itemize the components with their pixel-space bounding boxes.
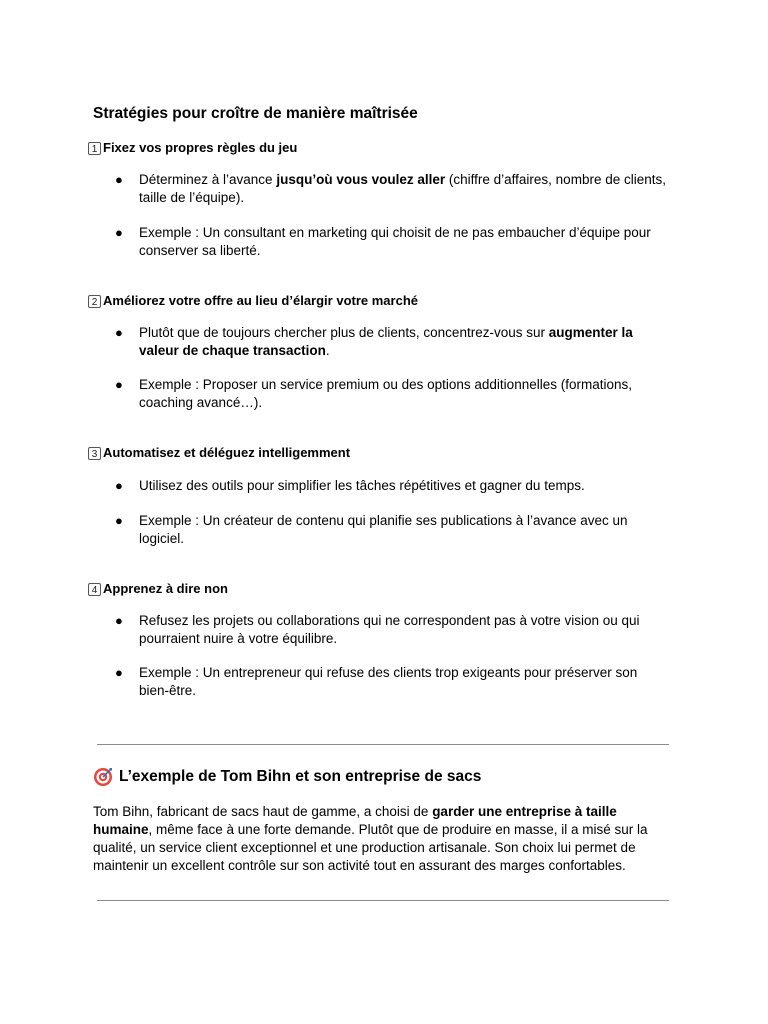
bullet-text-bold: jusqu’où vous voulez aller bbox=[276, 172, 446, 187]
bullet-text-part: Exemple : Un consultant en marketing qui choisit de ne pas embaucher d’équipe pour conserver sa liberté. bbox=[139, 225, 651, 258]
bullet-text bbox=[139, 612, 669, 648]
target-icon bbox=[93, 767, 113, 787]
bullet-icon: ● bbox=[115, 665, 123, 680]
bullet-text-part: Exemple : Un entrepreneur qui refuse des clients trop exigeants pour préserver son bien-être. bbox=[139, 665, 638, 698]
bullet-icon: ● bbox=[115, 172, 123, 187]
paragraph-text-part: , même face à une forte demande. Plutôt que de produire en masse, il a misé sur la qualité, un service client exceptionnel et une production artisanale. Son choix lui permet de maintenir un excellent contrôle sur son activité tout en assurant des marges confortables. bbox=[93, 822, 648, 873]
bullet-icon: ● bbox=[115, 225, 123, 240]
horizontal-rule bbox=[97, 900, 669, 901]
bullet-text bbox=[139, 477, 669, 495]
strategies-heading: Stratégies pour croître de manière maîtrisée bbox=[93, 105, 418, 122]
bullet-text-bold: augmenter la valeur de chaque transaction bbox=[139, 325, 633, 358]
section-3-title bbox=[88, 444, 350, 462]
bullet-text-part: Déterminez à l’avance bbox=[139, 172, 277, 187]
keycap-3-icon: 3 bbox=[88, 447, 101, 460]
horizontal-rule bbox=[97, 744, 669, 745]
bullet-text bbox=[139, 171, 669, 207]
example-heading-text: L’exemple de Tom Bihn et son entreprise de sacs bbox=[119, 768, 482, 785]
bullet-text-part: Refusez les projets ou collaborations qui ne correspondent pas à votre vision ou qui pourraient nuire à votre équilibre. bbox=[139, 613, 640, 646]
section-title-text: Améliorez votre offre au lieu d’élargir votre marché bbox=[103, 293, 418, 308]
keycap-1-icon: 1 bbox=[88, 142, 101, 155]
bullet-text bbox=[139, 512, 669, 548]
bullet-text-part: . bbox=[325, 343, 330, 358]
paragraph-text-part: Tom Bihn, fabricant de sacs haut de gamme, a choisi de bbox=[93, 804, 433, 819]
section-4-title bbox=[88, 580, 228, 598]
bullet-text-part: Exemple : Proposer un service premium ou des options additionnelles (formations, coaching avancé…). bbox=[139, 377, 632, 410]
bullet-text bbox=[139, 224, 669, 260]
bullet-icon: ● bbox=[115, 325, 123, 340]
bullet-icon: ● bbox=[115, 613, 123, 628]
bullet-text bbox=[139, 376, 669, 412]
bullet-text-part: Exemple : Un créateur de contenu qui planifie ses publications à l’avance avec un logiciel. bbox=[139, 513, 628, 546]
keycap-2-icon: 2 bbox=[88, 295, 101, 308]
example-paragraph bbox=[93, 803, 678, 875]
bullet-icon: ● bbox=[115, 513, 123, 528]
section-1-title bbox=[88, 139, 297, 157]
section-title-text: Automatisez et déléguez intelligemment bbox=[103, 445, 351, 460]
keycap-4-icon: 4 bbox=[88, 583, 101, 596]
bullet-text-part: Plutôt que de toujours chercher plus de clients, concentrez-vous sur bbox=[139, 325, 549, 340]
bullet-text-part: Utilisez des outils pour simplifier les tâches répétitives et gagner du temps. bbox=[139, 478, 585, 493]
bullet-text bbox=[139, 664, 669, 700]
bullet-icon: ● bbox=[115, 377, 123, 392]
section-title-text: Apprenez à dire non bbox=[103, 581, 228, 596]
section-title-text: Fixez vos propres règles du jeu bbox=[103, 140, 298, 155]
section-2-title bbox=[88, 292, 418, 310]
paragraph-text-bold: garder une entreprise à taille humaine bbox=[93, 804, 617, 837]
bullet-text-part: (chiffre d’affaires, nombre de clients, taille de l’équipe). bbox=[139, 172, 666, 205]
bullet-text bbox=[139, 324, 669, 360]
bullet-icon: ● bbox=[115, 478, 123, 493]
example-heading bbox=[93, 767, 481, 787]
